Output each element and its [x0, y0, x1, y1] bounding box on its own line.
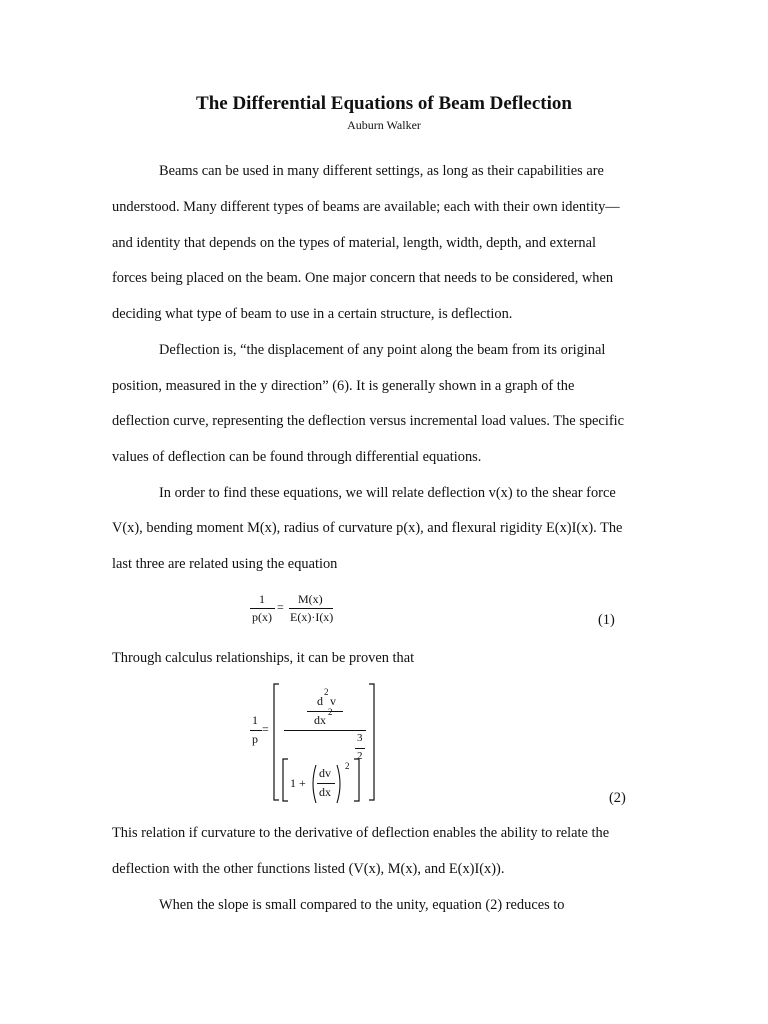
- eq1-rhs-denominator: E(x)·I(x): [290, 610, 334, 624]
- text-line: deciding what type of beam to use in a certain structure, is deflection.: [112, 306, 513, 322]
- eq1-rhs-numerator: M(x): [298, 592, 323, 606]
- text-line: V(x), bending moment M(x), radius of curvature p(x), and flexural rigidity E(x)I(x). The: [112, 520, 623, 536]
- text-line: Beams can be used in many different settings, as long as their capabilities are: [159, 163, 604, 179]
- text-line: and identity that depends on the types of material, length, width, depth, and external: [112, 235, 596, 251]
- eq2-exponent-fraction-bar: [355, 748, 365, 749]
- text-line: deflection curve, representing the deflection versus incremental load values. The specific: [112, 413, 624, 429]
- eq2-left-paren: [309, 764, 317, 804]
- author-name: Auburn Walker: [347, 118, 421, 132]
- eq2-d-exponent: 2: [324, 687, 329, 697]
- eq2-number: (2): [609, 790, 626, 806]
- eq2-dx-denominator: dx: [319, 785, 331, 799]
- eq1-lhs-denominator: p(x): [252, 610, 272, 624]
- eq2-one-plus: 1 +: [290, 776, 306, 790]
- eq2-lhs-fraction-bar: [250, 730, 262, 731]
- eq2-v: v: [330, 694, 336, 708]
- eq1-equals: =: [277, 600, 284, 614]
- eq2-inner-right-bracket: [352, 758, 362, 802]
- paper-title: The Differential Equations of Beam Deflection: [196, 93, 572, 114]
- eq2-inner-fraction-bar: [307, 711, 343, 712]
- eq2-paren-exponent: 2: [345, 761, 350, 771]
- text-line: In order to find these equations, we will relate deflection v(x) to the shear force: [159, 485, 616, 501]
- text-line: Deflection is, “the displacement of any point along the beam from its original: [159, 342, 606, 358]
- eq2-inner-left-bracket: [280, 758, 290, 802]
- text-line: understood. Many different types of beams are available; each with their own identity—: [112, 199, 620, 215]
- eq2-equals: =: [262, 722, 269, 736]
- eq1-lhs-fraction-bar: [250, 608, 275, 609]
- text-line: position, measured in the y direction” (6). It is generally shown in a graph of the: [112, 378, 575, 394]
- text-line: Through calculus relationships, it can be proven that: [112, 650, 415, 666]
- eq1-number: (1): [598, 612, 615, 628]
- eq2-d: d: [317, 694, 323, 708]
- eq2-right-bracket: [366, 683, 378, 801]
- eq1-rhs-fraction-bar: [289, 608, 333, 609]
- eq2-dx-exponent: 2: [328, 707, 333, 717]
- eq2-dx: dx: [314, 713, 326, 727]
- text-line: deflection with the other functions listed (V(x), M(x), and E(x)I(x)).: [112, 861, 505, 877]
- eq2-lhs-numerator: 1: [252, 713, 258, 727]
- eq1-lhs-numerator: 1: [259, 592, 265, 606]
- eq2-exponent-denominator: 2: [357, 750, 363, 762]
- eq2-dv: dv: [319, 766, 331, 780]
- eq2-right-paren: [336, 764, 344, 804]
- text-line: values of deflection can be found through differential equations.: [112, 449, 482, 465]
- text-line: forces being placed on the beam. One major concern that needs to be considered, when: [112, 270, 614, 286]
- text-line: last three are related using the equation: [112, 556, 338, 572]
- text-line: When the slope is small compared to the unity, equation (2) reduces to: [159, 897, 565, 913]
- eq2-exponent-numerator: 3: [357, 732, 363, 744]
- eq2-dv-dx-fraction-bar: [317, 783, 335, 784]
- eq2-main-fraction-bar: [284, 730, 366, 731]
- eq2-lhs-denominator: p: [252, 732, 258, 746]
- text-line: This relation if curvature to the derivative of deflection enables the ability to relate the: [112, 825, 610, 841]
